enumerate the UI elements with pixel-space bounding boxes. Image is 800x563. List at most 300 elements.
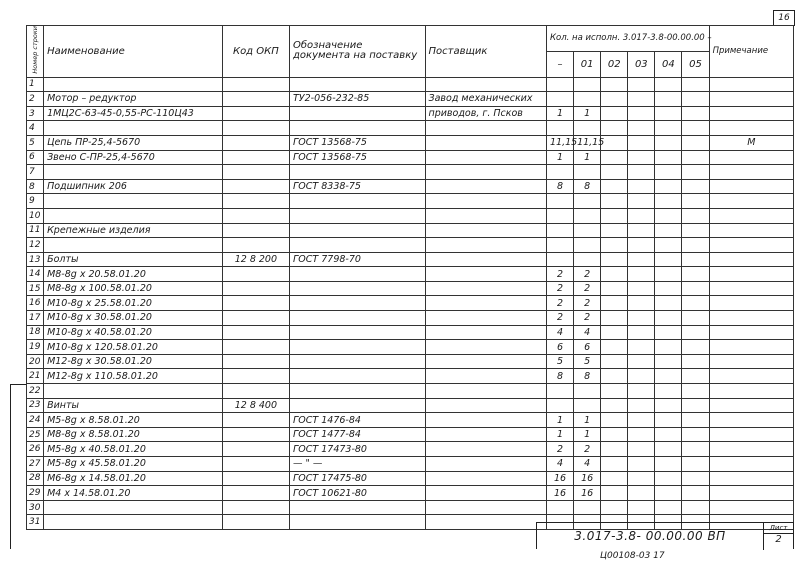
qty-base: 2 bbox=[546, 281, 573, 296]
qty-02 bbox=[601, 325, 628, 340]
qty-01 bbox=[574, 77, 601, 92]
note bbox=[709, 296, 793, 311]
header-doc: Обозначение документа на поставку bbox=[290, 26, 426, 78]
qty-01 bbox=[574, 238, 601, 253]
okp-code bbox=[222, 194, 289, 209]
qty-02 bbox=[601, 92, 628, 107]
supplier bbox=[425, 457, 546, 472]
sheet-label: Лист bbox=[764, 523, 793, 534]
row-number: 6 bbox=[27, 150, 44, 165]
document-ref: ГОСТ 1477-84 bbox=[290, 427, 426, 442]
supplier bbox=[425, 500, 546, 515]
qty-02 bbox=[601, 384, 628, 399]
qty-base: 2 bbox=[546, 311, 573, 326]
note bbox=[709, 179, 793, 194]
okp-code bbox=[222, 267, 289, 282]
item-name: М8-8g x 8.58.01.20 bbox=[44, 427, 223, 442]
qty-base bbox=[546, 223, 573, 238]
table-row bbox=[27, 179, 794, 194]
document-ref bbox=[290, 296, 426, 311]
qty-base: 4 bbox=[546, 325, 573, 340]
table-row bbox=[27, 281, 794, 296]
qty-04 bbox=[655, 121, 682, 136]
header-note: Примечание bbox=[709, 26, 793, 78]
header-name: Наименование bbox=[44, 26, 223, 78]
qty-02 bbox=[601, 413, 628, 428]
document-ref bbox=[290, 354, 426, 369]
note bbox=[709, 398, 793, 413]
qty-base: 11,15 bbox=[546, 135, 573, 150]
okp-code bbox=[222, 340, 289, 355]
header-exec: 03 bbox=[628, 51, 655, 77]
qty-base: 1 bbox=[546, 427, 573, 442]
item-name: М12-8g x 30.58.01.20 bbox=[44, 354, 223, 369]
table-row bbox=[27, 340, 794, 355]
okp-code bbox=[222, 208, 289, 223]
document-ref: ГОСТ 1476-84 bbox=[290, 413, 426, 428]
qty-base bbox=[546, 252, 573, 267]
row-number: 3 bbox=[27, 106, 44, 121]
header-row-no: Номер строки bbox=[27, 26, 44, 78]
qty-03 bbox=[628, 471, 655, 486]
document-ref: ГОСТ 8338-75 bbox=[290, 179, 426, 194]
row-number: 19 bbox=[27, 340, 44, 355]
note bbox=[709, 457, 793, 472]
note bbox=[709, 150, 793, 165]
supplier bbox=[425, 121, 546, 136]
page-number: 16 bbox=[773, 10, 795, 26]
qty-03 bbox=[628, 369, 655, 384]
qty-04 bbox=[655, 267, 682, 282]
qty-01 bbox=[574, 252, 601, 267]
qty-03 bbox=[628, 354, 655, 369]
qty-02 bbox=[601, 194, 628, 209]
note bbox=[709, 413, 793, 428]
qty-02 bbox=[601, 354, 628, 369]
qty-03 bbox=[628, 194, 655, 209]
table-row bbox=[27, 77, 794, 92]
row-number: 27 bbox=[27, 457, 44, 472]
qty-04 bbox=[655, 311, 682, 326]
qty-base bbox=[546, 500, 573, 515]
qty-04 bbox=[655, 457, 682, 472]
table-row bbox=[27, 311, 794, 326]
qty-01 bbox=[574, 384, 601, 399]
qty-04 bbox=[655, 223, 682, 238]
qty-05 bbox=[682, 325, 709, 340]
qty-05 bbox=[682, 252, 709, 267]
row-number: 25 bbox=[27, 427, 44, 442]
item-name: М5-8g x 8.58.01.20 bbox=[44, 413, 223, 428]
document-ref: ГОСТ 13568-75 bbox=[290, 150, 426, 165]
qty-02 bbox=[601, 165, 628, 180]
row-number: 30 bbox=[27, 500, 44, 515]
qty-01: 8 bbox=[574, 369, 601, 384]
qty-02 bbox=[601, 106, 628, 121]
qty-05 bbox=[682, 369, 709, 384]
qty-01: 2 bbox=[574, 281, 601, 296]
row-number: 21 bbox=[27, 369, 44, 384]
note bbox=[709, 223, 793, 238]
qty-03 bbox=[628, 384, 655, 399]
document-ref: ГОСТ 10621-80 bbox=[290, 486, 426, 501]
item-name: М10-8g x 30.58.01.20 bbox=[44, 311, 223, 326]
row-number: 17 bbox=[27, 311, 44, 326]
item-name bbox=[44, 77, 223, 92]
qty-02 bbox=[601, 150, 628, 165]
header-exec: 05 bbox=[682, 51, 709, 77]
qty-01: 6 bbox=[574, 340, 601, 355]
document-ref bbox=[290, 121, 426, 136]
qty-05 bbox=[682, 296, 709, 311]
note: М bbox=[709, 135, 793, 150]
qty-base: 8 bbox=[546, 179, 573, 194]
note bbox=[709, 281, 793, 296]
table-row bbox=[27, 325, 794, 340]
okp-code bbox=[222, 413, 289, 428]
note bbox=[709, 106, 793, 121]
table-row bbox=[27, 296, 794, 311]
document-ref: ГОСТ 13568-75 bbox=[290, 135, 426, 150]
qty-01 bbox=[574, 398, 601, 413]
qty-01: 4 bbox=[574, 457, 601, 472]
note bbox=[709, 354, 793, 369]
row-number: 12 bbox=[27, 238, 44, 253]
supplier bbox=[425, 208, 546, 223]
document-code: 3.017-3.8- 00.00.00 ВП bbox=[574, 529, 726, 543]
item-name: М4 x 14.58.01.20 bbox=[44, 486, 223, 501]
qty-05 bbox=[682, 354, 709, 369]
header-okp: Код ОКП bbox=[222, 26, 289, 78]
document-ref bbox=[290, 500, 426, 515]
qty-02 bbox=[601, 135, 628, 150]
row-number: 29 bbox=[27, 486, 44, 501]
qty-01 bbox=[574, 208, 601, 223]
supplier bbox=[425, 369, 546, 384]
qty-05 bbox=[682, 442, 709, 457]
qty-04 bbox=[655, 135, 682, 150]
table-row bbox=[27, 208, 794, 223]
document-ref bbox=[290, 369, 426, 384]
qty-04 bbox=[655, 92, 682, 107]
qty-05 bbox=[682, 500, 709, 515]
qty-03 bbox=[628, 252, 655, 267]
note bbox=[709, 194, 793, 209]
okp-code bbox=[222, 150, 289, 165]
row-number: 4 bbox=[27, 121, 44, 136]
row-number: 5 bbox=[27, 135, 44, 150]
qty-03 bbox=[628, 92, 655, 107]
qty-05 bbox=[682, 384, 709, 399]
qty-04 bbox=[655, 281, 682, 296]
qty-base bbox=[546, 165, 573, 180]
qty-01 bbox=[574, 165, 601, 180]
row-number: 18 bbox=[27, 325, 44, 340]
document-ref bbox=[290, 194, 426, 209]
document-ref: ТУ2-056-232-85 bbox=[290, 92, 426, 107]
qty-04 bbox=[655, 106, 682, 121]
qty-base: 4 bbox=[546, 457, 573, 472]
qty-base bbox=[546, 77, 573, 92]
qty-02 bbox=[601, 311, 628, 326]
row-number: 23 bbox=[27, 398, 44, 413]
row-number: 31 bbox=[27, 515, 44, 530]
item-name bbox=[44, 515, 223, 530]
qty-02 bbox=[601, 179, 628, 194]
qty-03 bbox=[628, 238, 655, 253]
qty-03 bbox=[628, 77, 655, 92]
okp-code bbox=[222, 354, 289, 369]
qty-02 bbox=[601, 486, 628, 501]
header-exec: – bbox=[546, 51, 573, 77]
document-ref bbox=[290, 77, 426, 92]
row-number: 1 bbox=[27, 77, 44, 92]
qty-base: 8 bbox=[546, 369, 573, 384]
table-row bbox=[27, 92, 794, 107]
okp-code bbox=[222, 223, 289, 238]
okp-code bbox=[222, 281, 289, 296]
supplier bbox=[425, 77, 546, 92]
row-number: 13 bbox=[27, 252, 44, 267]
qty-03 bbox=[628, 325, 655, 340]
item-name bbox=[44, 384, 223, 399]
item-name: М5-8g x 45.58.01.20 bbox=[44, 457, 223, 472]
supplier bbox=[425, 179, 546, 194]
table-row bbox=[27, 135, 794, 150]
qty-base: 2 bbox=[546, 442, 573, 457]
item-name: М10-8g x 40.58.01.20 bbox=[44, 325, 223, 340]
qty-base bbox=[546, 92, 573, 107]
table-row bbox=[27, 413, 794, 428]
supplier bbox=[425, 427, 546, 442]
qty-01: 1 bbox=[574, 427, 601, 442]
okp-code bbox=[222, 311, 289, 326]
qty-02 bbox=[601, 500, 628, 515]
supplier bbox=[425, 471, 546, 486]
qty-03 bbox=[628, 281, 655, 296]
item-name bbox=[44, 238, 223, 253]
qty-01 bbox=[574, 92, 601, 107]
qty-04 bbox=[655, 486, 682, 501]
qty-03 bbox=[628, 413, 655, 428]
qty-04 bbox=[655, 384, 682, 399]
qty-04 bbox=[655, 77, 682, 92]
item-name: Болты bbox=[44, 252, 223, 267]
supplier bbox=[425, 252, 546, 267]
qty-03 bbox=[628, 398, 655, 413]
qty-02 bbox=[601, 340, 628, 355]
qty-04 bbox=[655, 340, 682, 355]
qty-01: 16 bbox=[574, 486, 601, 501]
table-row bbox=[27, 471, 794, 486]
okp-code bbox=[222, 515, 289, 530]
qty-02 bbox=[601, 121, 628, 136]
item-name: М6-8g x 14.58.01.20 bbox=[44, 471, 223, 486]
archive-stamp: Ц00108-03 17 bbox=[600, 551, 665, 561]
table-row bbox=[27, 369, 794, 384]
qty-05 bbox=[682, 413, 709, 428]
qty-05 bbox=[682, 92, 709, 107]
document-ref bbox=[290, 384, 426, 399]
qty-01 bbox=[574, 223, 601, 238]
qty-05 bbox=[682, 398, 709, 413]
qty-03 bbox=[628, 340, 655, 355]
document-ref: — " — bbox=[290, 457, 426, 472]
qty-03 bbox=[628, 427, 655, 442]
supplier bbox=[425, 325, 546, 340]
qty-01: 11,15 bbox=[574, 135, 601, 150]
qty-base bbox=[546, 384, 573, 399]
qty-05 bbox=[682, 179, 709, 194]
qty-01: 1 bbox=[574, 150, 601, 165]
row-number: 20 bbox=[27, 354, 44, 369]
qty-base bbox=[546, 194, 573, 209]
qty-01: 2 bbox=[574, 311, 601, 326]
qty-05 bbox=[682, 427, 709, 442]
qty-04 bbox=[655, 354, 682, 369]
row-number: 14 bbox=[27, 267, 44, 282]
table-row bbox=[27, 427, 794, 442]
qty-04 bbox=[655, 179, 682, 194]
qty-05 bbox=[682, 281, 709, 296]
qty-base: 16 bbox=[546, 471, 573, 486]
note bbox=[709, 486, 793, 501]
qty-03 bbox=[628, 311, 655, 326]
item-name: М5-8g x 40.58.01.20 bbox=[44, 442, 223, 457]
qty-01: 8 bbox=[574, 179, 601, 194]
note bbox=[709, 238, 793, 253]
header-supplier: Поставщик bbox=[425, 26, 546, 78]
okp-code bbox=[222, 325, 289, 340]
qty-05 bbox=[682, 135, 709, 150]
qty-02 bbox=[601, 442, 628, 457]
qty-02 bbox=[601, 398, 628, 413]
document-ref bbox=[290, 208, 426, 223]
supplier bbox=[425, 398, 546, 413]
table-row bbox=[27, 238, 794, 253]
qty-05 bbox=[682, 267, 709, 282]
qty-04 bbox=[655, 369, 682, 384]
document-ref bbox=[290, 165, 426, 180]
qty-base: 1 bbox=[546, 150, 573, 165]
qty-05 bbox=[682, 150, 709, 165]
okp-code bbox=[222, 471, 289, 486]
item-name: Звено С-ПР-25,4-5670 bbox=[44, 150, 223, 165]
qty-02 bbox=[601, 296, 628, 311]
document-ref: ГОСТ 17475-80 bbox=[290, 471, 426, 486]
document-ref bbox=[290, 311, 426, 326]
supplier bbox=[425, 354, 546, 369]
table-row bbox=[27, 267, 794, 282]
qty-01 bbox=[574, 500, 601, 515]
qty-04 bbox=[655, 500, 682, 515]
document-ref bbox=[290, 515, 426, 530]
supplier bbox=[425, 340, 546, 355]
document-ref: ГОСТ 7798-70 bbox=[290, 252, 426, 267]
margin-mark bbox=[10, 384, 26, 385]
table-row bbox=[27, 354, 794, 369]
table-row bbox=[27, 398, 794, 413]
note bbox=[709, 442, 793, 457]
qty-03 bbox=[628, 223, 655, 238]
item-name bbox=[44, 165, 223, 180]
item-name: М10-8g x 120.58.01.20 bbox=[44, 340, 223, 355]
supplier bbox=[425, 486, 546, 501]
qty-01: 2 bbox=[574, 267, 601, 282]
header-qty-title: Кол. на исполн. 3.017-3.8-00.00.00 – bbox=[546, 26, 709, 52]
qty-02 bbox=[601, 252, 628, 267]
qty-base: 1 bbox=[546, 413, 573, 428]
supplier bbox=[425, 194, 546, 209]
qty-04 bbox=[655, 208, 682, 223]
supplier bbox=[425, 515, 546, 530]
item-name bbox=[44, 208, 223, 223]
qty-04 bbox=[655, 471, 682, 486]
qty-01: 2 bbox=[574, 442, 601, 457]
specification-table bbox=[26, 25, 794, 530]
table-row bbox=[27, 457, 794, 472]
okp-code bbox=[222, 296, 289, 311]
supplier bbox=[425, 296, 546, 311]
qty-02 bbox=[601, 77, 628, 92]
note bbox=[709, 121, 793, 136]
table-row bbox=[27, 106, 794, 121]
okp-code bbox=[222, 384, 289, 399]
table-row bbox=[27, 223, 794, 238]
qty-03 bbox=[628, 457, 655, 472]
supplier bbox=[425, 150, 546, 165]
qty-04 bbox=[655, 427, 682, 442]
table-row bbox=[27, 121, 794, 136]
qty-05 bbox=[682, 165, 709, 180]
qty-03 bbox=[628, 121, 655, 136]
row-number: 26 bbox=[27, 442, 44, 457]
qty-02 bbox=[601, 369, 628, 384]
sheet-box bbox=[763, 523, 793, 550]
okp-code bbox=[222, 500, 289, 515]
row-number: 2 bbox=[27, 92, 44, 107]
qty-05 bbox=[682, 340, 709, 355]
okp-code bbox=[222, 427, 289, 442]
header-exec: 02 bbox=[601, 51, 628, 77]
qty-05 bbox=[682, 311, 709, 326]
row-number: 9 bbox=[27, 194, 44, 209]
qty-02 bbox=[601, 427, 628, 442]
qty-base: 2 bbox=[546, 267, 573, 282]
table-row bbox=[27, 194, 794, 209]
okp-code bbox=[222, 442, 289, 457]
supplier bbox=[425, 267, 546, 282]
supplier bbox=[425, 442, 546, 457]
supplier bbox=[425, 223, 546, 238]
qty-base bbox=[546, 121, 573, 136]
qty-base: 1 bbox=[546, 106, 573, 121]
okp-code bbox=[222, 165, 289, 180]
okp-code: 12 8 200 bbox=[222, 252, 289, 267]
qty-02 bbox=[601, 281, 628, 296]
item-name: Цепь ПР-25,4-5670 bbox=[44, 135, 223, 150]
sheet-number: 2 bbox=[775, 534, 782, 545]
qty-base: 5 bbox=[546, 354, 573, 369]
qty-01 bbox=[574, 194, 601, 209]
note bbox=[709, 471, 793, 486]
table-row bbox=[27, 442, 794, 457]
qty-03 bbox=[628, 106, 655, 121]
note bbox=[709, 427, 793, 442]
title-block bbox=[536, 522, 794, 549]
qty-03 bbox=[628, 179, 655, 194]
qty-02 bbox=[601, 471, 628, 486]
